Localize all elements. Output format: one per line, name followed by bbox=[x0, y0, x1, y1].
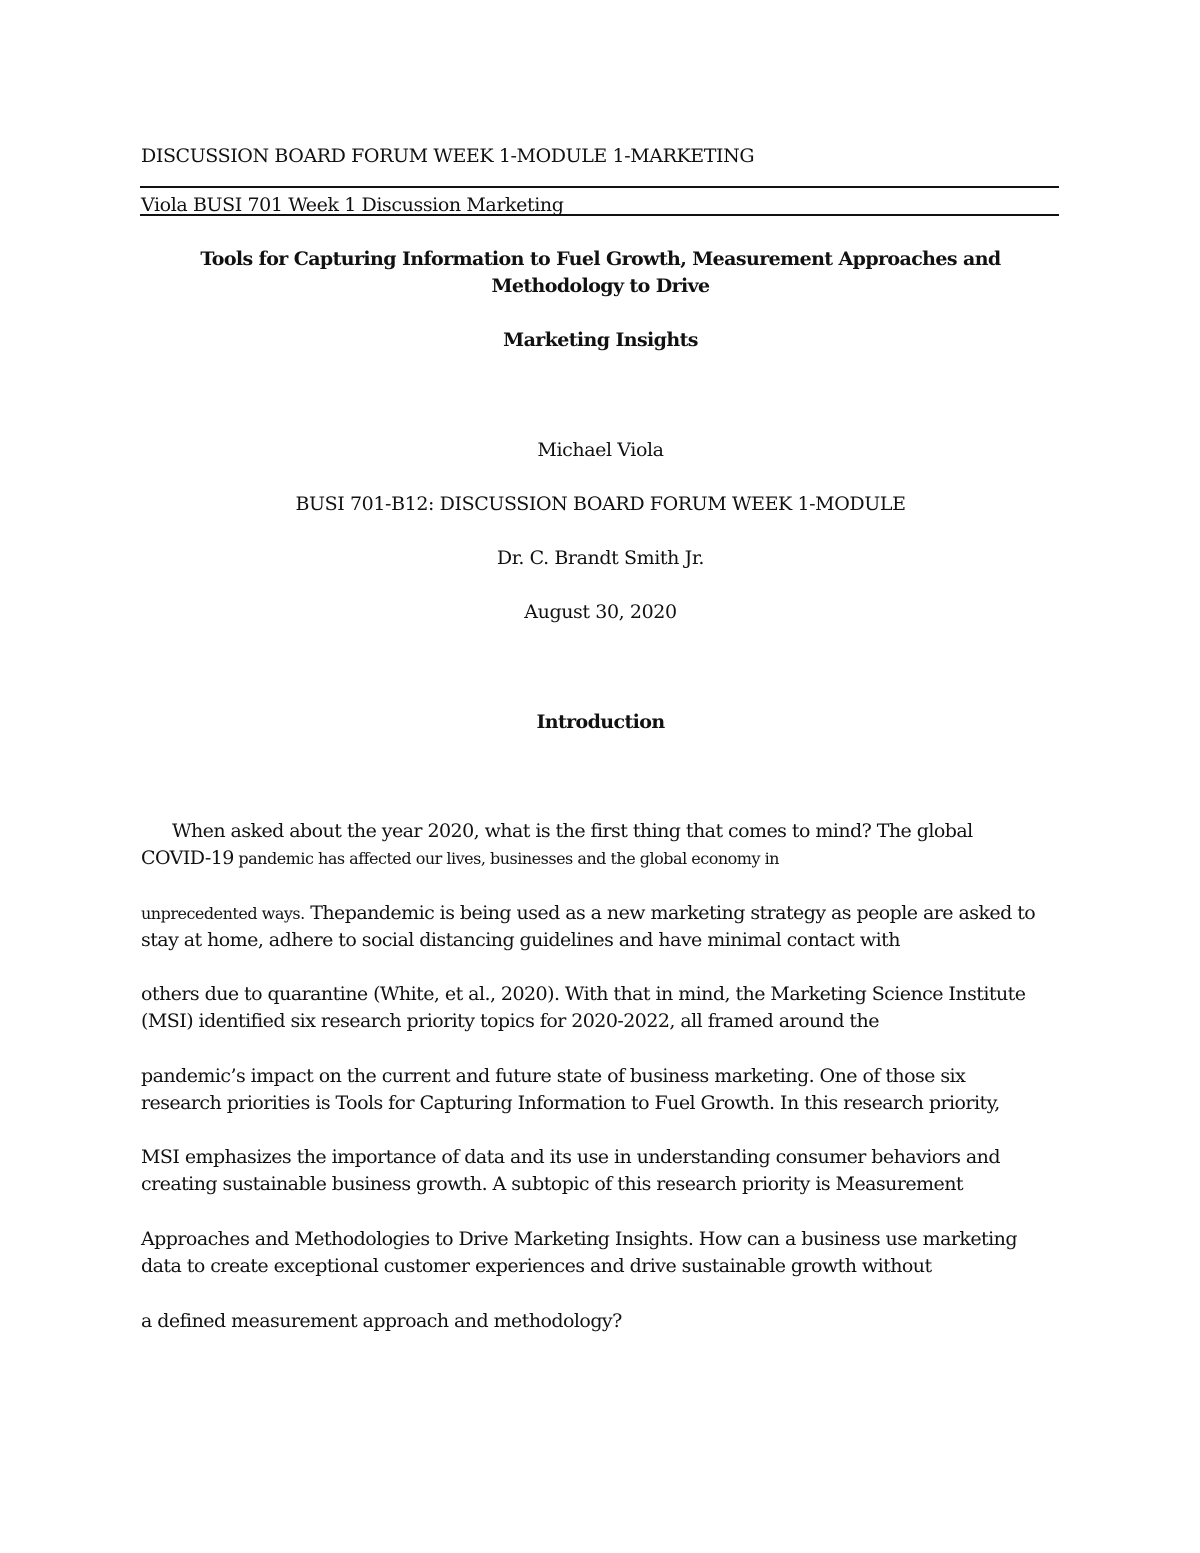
body-text-small: pandemic has affected our lives, businesses and the global economy in bbox=[233, 849, 779, 868]
section-heading: Introduction bbox=[536, 711, 665, 733]
paper-title-line-2: Methodology to Drive bbox=[491, 275, 710, 297]
header-rule-top bbox=[140, 186, 1059, 188]
paper-title-line-1: Tools for Capturing Information to Fuel Growth, Measurement Approaches and bbox=[200, 248, 1001, 270]
paper-title-line-3: Marketing Insights bbox=[503, 329, 698, 351]
body-text-small: unprecedented ways. bbox=[141, 904, 305, 923]
paragraph-7 bbox=[141, 1308, 1060, 1335]
body-text: COVID-19 bbox=[141, 847, 234, 869]
body-line: data to create exceptional customer experiences and drive sustainable growth without bbox=[141, 1255, 932, 1277]
body-line bbox=[141, 900, 1060, 927]
body-line: (MSI) identified six research priority topics for 2020-2022, all framed around the bbox=[141, 1010, 879, 1032]
paragraph-5 bbox=[141, 1144, 1060, 1198]
running-head: Viola BUSI 701 Week 1 Discussion Marketing bbox=[141, 194, 564, 216]
paragraph-3 bbox=[141, 981, 1060, 1035]
document-top-title: DISCUSSION BOARD FORUM WEEK 1-MODULE 1-MARKETING bbox=[141, 145, 755, 167]
body-line: pandemic’s impact on the current and future state of business marketing. One of those six bbox=[141, 1065, 966, 1087]
body-line: research priorities is Tools for Capturing Information to Fuel Growth. In this research priority, bbox=[141, 1092, 1000, 1114]
body-line: Approaches and Methodologies to Drive Marketing Insights. How can a business use marketing bbox=[141, 1228, 1017, 1250]
author-name: Michael Viola bbox=[537, 439, 664, 461]
body-text: Thepandemic is being used as a new marketing strategy as people are asked to bbox=[304, 902, 1036, 924]
course-name: BUSI 701-B12: DISCUSSION BOARD FORUM WEEK 1-MODULE bbox=[295, 493, 906, 515]
paragraph-1 bbox=[141, 818, 1060, 872]
body-line: MSI emphasizes the importance of data and its use in understanding consumer behaviors and bbox=[141, 1146, 1000, 1168]
body-line: stay at home, adhere to social distancing guidelines and have minimal contact with bbox=[141, 929, 900, 951]
body-line: When asked about the year 2020, what is the first thing that comes to mind? The global bbox=[172, 820, 973, 842]
header-rule-bottom bbox=[140, 214, 1059, 216]
instructor-name: Dr. C. Brandt Smith Jr. bbox=[496, 547, 705, 569]
paragraph-2 bbox=[141, 900, 1060, 954]
paragraph-6 bbox=[141, 1226, 1060, 1280]
body-line bbox=[141, 845, 1060, 872]
body-line: others due to quarantine (White, et al., 2020). With that in mind, the Marketing Science Institute bbox=[141, 983, 1026, 1005]
paragraph-4 bbox=[141, 1063, 1060, 1117]
body-line: a defined measurement approach and methodology? bbox=[141, 1310, 622, 1332]
submission-date: August 30, 2020 bbox=[524, 601, 677, 623]
body-line: creating sustainable business growth. A subtopic of this research priority is Measurement bbox=[141, 1173, 963, 1195]
